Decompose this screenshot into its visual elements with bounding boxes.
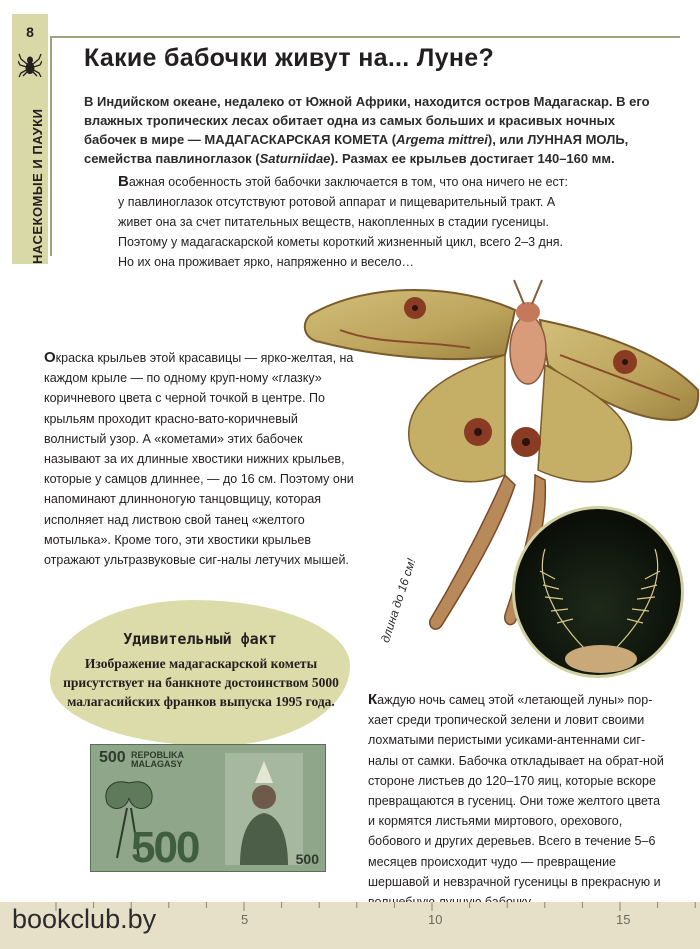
section-tab bbox=[12, 14, 48, 264]
dropcap: О bbox=[44, 349, 56, 366]
paragraph-lifecycle bbox=[368, 690, 670, 912]
intro-paragraph bbox=[84, 92, 670, 168]
paragraph-coloring bbox=[44, 348, 360, 570]
paragraph-text: краска крыльев этой красавицы — ярко-желтая, на каждом крыле — по одному круп-ному «глазку» коричневого цвета с черной точкой в центре. По крыльям проходит красно-вато-коричневый волнистый узор. А «кометами» этих бабочек называют за их длинные хвостики нижних крыльев, которые у самцов длиннее, — до 16 см. Поэтому они напоминают длинноногую танцовщицу, которая исполняет над листвою свой танец «желтого мотылька». Кроме того, эти хвостики крыльев отражают ультразвуковые сиг-налы летучих мышей. bbox=[44, 351, 354, 568]
length-annotation: длина до 16 см! bbox=[378, 556, 419, 645]
paragraph-feeding bbox=[118, 172, 568, 272]
ruler-label: 10 bbox=[428, 912, 443, 927]
page-title: Какие бабочки живут на... Луне? bbox=[84, 44, 495, 72]
spider-icon bbox=[18, 50, 42, 78]
fact-title: Удивительный факт bbox=[123, 630, 277, 648]
banknote-big-number: 500 bbox=[131, 823, 199, 872]
title-rule bbox=[50, 36, 680, 38]
intro-text-3: ). Размах ее крыльев достигает 140–160 мм. bbox=[330, 151, 615, 166]
intro-text-2: ), или ЛУННАЯ МОЛЬ, семейства павлиноглазок ( bbox=[84, 132, 629, 166]
banknote-issuer-line: MALAGASY bbox=[131, 759, 183, 769]
intro-text-1: В Индийском океане, недалеко от Южной Африки, находится остров Мадагаскар. В его влажных тропических лесах обитает одна из самых больших и красивых ночных бабочек в мире — МАДАГАСКАРСКАЯ КОМЕТА ( bbox=[84, 94, 650, 147]
antenna-closeup-photo bbox=[512, 506, 684, 678]
ruler-label: 5 bbox=[241, 912, 249, 927]
banknote-denomination: 500 bbox=[99, 749, 126, 766]
section-label: НАСЕКОМЫЕ И ПАУКИ bbox=[30, 108, 45, 264]
feather-antenna-icon bbox=[515, 509, 684, 678]
dropcap: К bbox=[368, 691, 378, 708]
page-number: 8 bbox=[26, 24, 34, 40]
brand-logo: bookclub.by bbox=[12, 904, 157, 934]
portrait-icon bbox=[225, 753, 303, 865]
banknote-corner-denomination: 500 bbox=[295, 851, 319, 867]
paragraph-text: ажная особенность этой бабочки заключается в том, что она ничего не ест: у павлиноглазок отсутствуют ротовой аппарат и пищеварительный тракт. А живет она за счет питательных веществ, накопленных в стадии гусеницы. Поэтому у мадагаскарской кометы короткий жизненный цикл, всего 2–3 дня. Но их она проживает ярко, напряженно и весело… bbox=[118, 175, 568, 269]
banknote-image bbox=[90, 744, 326, 872]
banknote-issuer bbox=[131, 751, 184, 769]
latin-name-species: Argema mittrei bbox=[396, 132, 488, 147]
latin-name-family: Saturniidae bbox=[259, 151, 331, 166]
ruler-label: 15 bbox=[616, 912, 631, 927]
banknote-issuer-line: REPOBLIKA bbox=[131, 750, 185, 760]
dropcap: В bbox=[118, 173, 129, 190]
paragraph-text: аждую ночь самец этой «летающей луны» пор-хает среди тропической зелени и ловит своими лохматыми перистыми усиками-антеннами сиг-налы от самки. Бабочка откладывает на обрат-ной стороне листьев до 120–170 яиц, которые вскоре превращаются в гусениц. Они тоже желтого цвета и кормятся листьями миртового, орехового, бобового и других деревьев. Всего в течение 5–6 месяцев происходит чудо — превращение шершавой и невзрачной гусеницы в прекрасную и bbox=[368, 693, 664, 889]
fact-text: Изображение мадагаскарской кометы присутствует на банкноте достоинством 5000 малагасийских франков выпуска 1995 года. bbox=[63, 656, 339, 709]
tab-divider bbox=[50, 36, 52, 256]
